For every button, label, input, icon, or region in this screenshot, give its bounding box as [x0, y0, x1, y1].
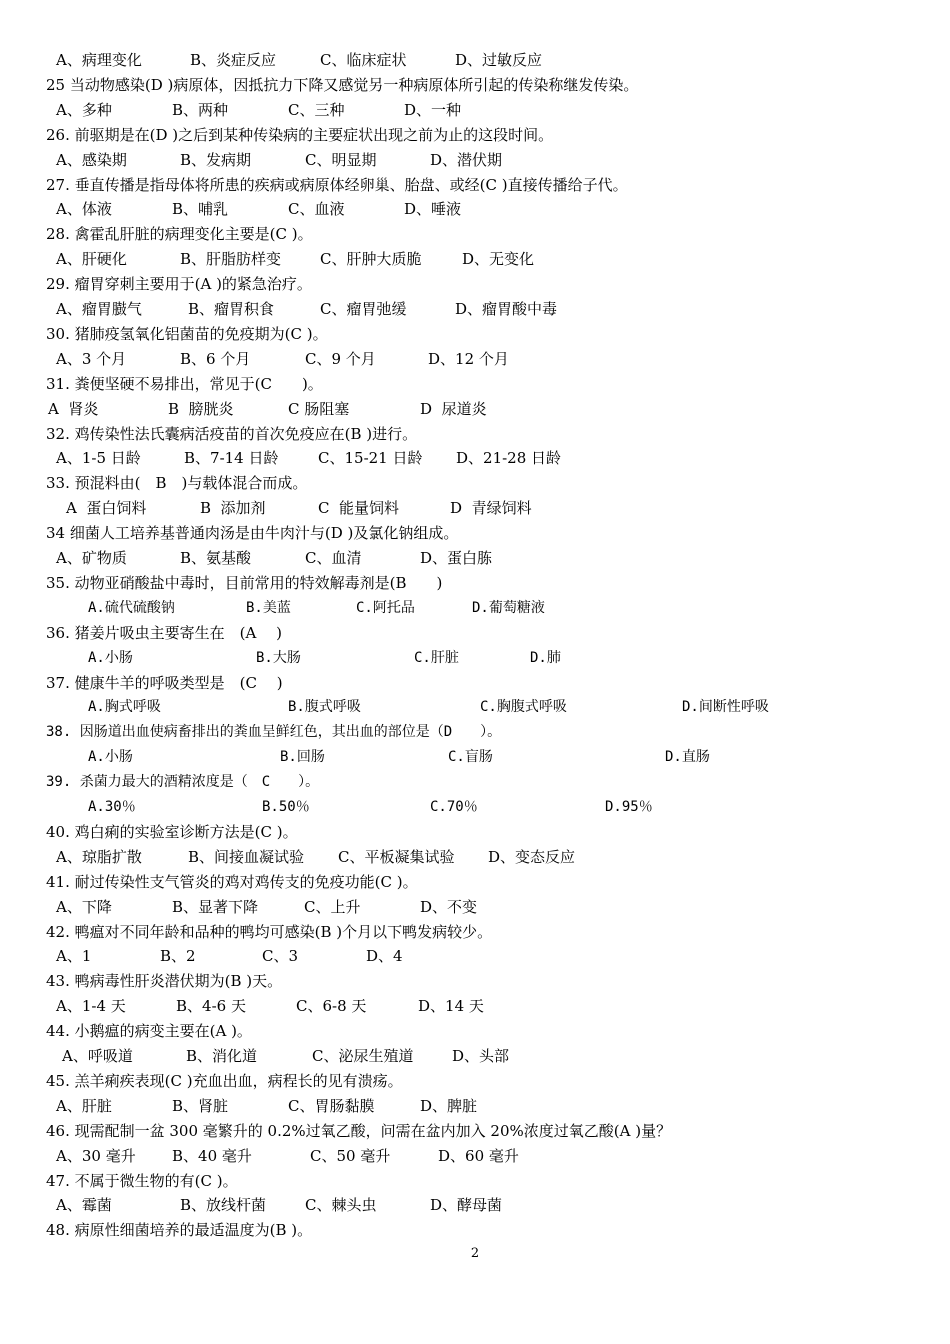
option-b: B 添加剂 — [200, 499, 266, 518]
option-c: C、瘤胃弛缓 — [320, 300, 407, 318]
option-c: C 能量饲料 — [318, 499, 400, 518]
answer-options — [0, 1044, 950, 1069]
answer-options — [0, 446, 950, 471]
option-a: A.硫代硫酸钠 — [88, 599, 175, 616]
option-c: C、肝肿大质脆 — [320, 250, 422, 269]
question-text: 27. 垂直传播是指母体将所患的疾病或病原体经卵巢、胎盘、或经(C )直接传播给子代。 — [46, 175, 628, 194]
option-a: A、矿物质 — [56, 549, 127, 567]
option-a: A、肝硬化 — [56, 250, 127, 269]
option-b: B、6 个月 — [180, 349, 251, 368]
option-d: D.肺 — [530, 649, 561, 666]
option-c: C.胸腹式呼吸 — [480, 699, 567, 716]
option-a: A、30 毫升 — [56, 1146, 136, 1165]
option-d: D、酵母菌 — [430, 1196, 503, 1215]
option-c: C、15-21 日龄 — [318, 449, 423, 468]
question-text: 34 细菌人工培养基普通肉汤是由牛肉汁与(D )及氯化钠组成。 — [46, 524, 459, 543]
option-b: B.大肠 — [256, 649, 301, 666]
option-b: B、间接血凝试验 — [188, 847, 305, 866]
option-a: A、呼吸道 — [62, 1047, 133, 1065]
answer-options — [0, 845, 950, 870]
option-b: B、放线杆菌 — [180, 1196, 267, 1215]
option-d: D、12 个月 — [428, 349, 509, 368]
option-a: A、霉菌 — [56, 1196, 112, 1215]
answer-options — [0, 944, 950, 969]
option-b: B、7-14 日龄 — [184, 449, 279, 468]
option-a: A、下降 — [56, 897, 112, 916]
question-text: 31. 粪便坚硬不易排出，常见于(C )。 — [46, 374, 323, 393]
option-d: D、唾液 — [404, 200, 462, 219]
option-b: B.美蓝 — [246, 599, 291, 616]
question-text: 28. 禽霍乱肝脏的病理变化主要是(C )。 — [46, 225, 313, 244]
option-a: A 蛋白饲料 — [66, 499, 147, 518]
question-text: 41. 耐过传染性支气管炎的鸡对鸡传支的免疫功能(C )。 — [46, 872, 418, 891]
option-c: C、三种 — [288, 100, 345, 119]
question-text: 43. 鸭病毒性肝炎潜伏期为(B )天。 — [46, 972, 283, 991]
option-d: D、潜伏期 — [430, 150, 503, 169]
answer-options — [0, 1144, 950, 1169]
answer-options — [0, 1094, 950, 1119]
option-d: D.间断性呼吸 — [682, 699, 769, 716]
option-d: D.直肠 — [665, 749, 710, 766]
question-text: 29. 瘤胃穿刺主要用于(A )的紧急治疗。 — [46, 275, 312, 294]
answer-options — [0, 596, 950, 621]
answer-options — [0, 1193, 950, 1218]
option-b: B、发病期 — [180, 150, 252, 169]
option-c: C.阿托品 — [356, 599, 415, 616]
answer-options — [0, 297, 950, 322]
option-b: B、40 毫升 — [172, 1146, 252, 1165]
option-c: C、临床症状 — [320, 51, 407, 69]
question-text: 44. 小鹅瘟的病变主要在(A )。 — [46, 1022, 252, 1041]
option-c: C.肝脏 — [414, 649, 459, 666]
option-b: B、氨基酸 — [180, 549, 252, 567]
answer-options — [0, 247, 950, 272]
option-b: B 膀胱炎 — [168, 399, 234, 418]
option-b: B、4-6 天 — [176, 997, 246, 1016]
question-text: 35. 动物亚硝酸盐中毒时，目前常用的特效解毒剂是(B ) — [46, 573, 443, 592]
answer-options — [0, 795, 950, 820]
option-d: D、变态反应 — [488, 847, 576, 866]
option-d: D、无变化 — [462, 250, 535, 269]
option-c: C、3 — [262, 947, 299, 966]
option-d: D、60 毫升 — [438, 1146, 519, 1165]
question-text: 42. 鸭瘟对不同年龄和品种的鸭均可感染(B )个月以下鸭发病较少。 — [46, 922, 493, 941]
option-b: B、哺乳 — [172, 200, 229, 219]
answer-options — [0, 347, 950, 372]
option-d: D、脾脏 — [420, 1096, 478, 1115]
option-c: C、血液 — [288, 200, 345, 219]
option-d: D、4 — [366, 947, 403, 966]
answer-options — [0, 48, 950, 73]
option-d: D.95％ — [605, 799, 653, 815]
option-b: B、肝脂肪样变 — [180, 250, 282, 269]
question-text: 32. 鸡传染性法氏囊病活疫苗的首次免疫应在(B )进行。 — [46, 424, 418, 443]
option-d: D、不变 — [420, 897, 478, 916]
question-text: 40. 鸡白痢的实验室诊断方法是(C )。 — [46, 822, 298, 841]
answer-options — [0, 895, 950, 920]
answer-options — [0, 397, 950, 422]
question-text: 48. 病原性细菌培养的最适温度为(B )。 — [46, 1221, 313, 1240]
option-b: B.50％ — [262, 799, 310, 815]
option-c: C 肠阻塞 — [288, 399, 350, 418]
option-c: C、血清 — [305, 549, 362, 567]
page-number: 2 — [470, 1246, 480, 1261]
question-text: 36. 猪姜片吸虫主要寄生在 (A ) — [46, 623, 282, 642]
option-d: D、14 天 — [418, 997, 484, 1016]
option-d: D、瘤胃酸中毒 — [455, 300, 558, 318]
option-d: D 尿道炎 — [420, 399, 487, 418]
option-a: A.30％ — [88, 799, 136, 815]
option-a: A、瘤胃臌气 — [56, 300, 142, 318]
question-text: 37. 健康牛羊的呼吸类型是 (C ) — [46, 673, 283, 692]
option-d: D.葡萄糖液 — [472, 599, 545, 616]
option-c: C.70％ — [430, 799, 478, 815]
option-d: D、蛋白胨 — [420, 549, 493, 567]
option-a: A、1 — [56, 947, 92, 966]
option-b: B、炎症反应 — [190, 51, 277, 69]
option-b: B、2 — [160, 947, 196, 966]
answer-options — [0, 148, 950, 173]
option-c: C.盲肠 — [448, 749, 493, 766]
option-a: A、1-4 天 — [56, 997, 126, 1016]
option-c: C、50 毫升 — [310, 1146, 391, 1165]
option-c: C、泌尿生殖道 — [312, 1047, 414, 1065]
option-c: C、6-8 天 — [296, 997, 367, 1016]
option-a: A、多种 — [56, 100, 112, 119]
answer-options — [0, 646, 950, 671]
option-b: B、消化道 — [186, 1047, 258, 1065]
option-d: D、过敏反应 — [455, 51, 543, 69]
option-a: A 肾炎 — [48, 399, 99, 418]
option-c: C、上升 — [304, 897, 361, 916]
question-text: 33. 预混料由( B )与载体混合而成。 — [46, 474, 308, 493]
option-b: B、显著下降 — [172, 897, 259, 916]
option-a: A、琼脂扩散 — [56, 847, 142, 866]
option-d: D 青绿饲料 — [450, 499, 532, 518]
option-b: B、瘤胃积食 — [188, 300, 275, 318]
option-a: A、体液 — [56, 200, 112, 219]
answer-options — [0, 695, 950, 720]
option-d: D、头部 — [452, 1047, 510, 1065]
option-a: A、肝脏 — [56, 1096, 112, 1115]
question-text: 45. 羔羊痢疾表现(C )充血出血，病程长的见有溃疡。 — [46, 1071, 403, 1090]
option-a: A、1-5 日龄 — [56, 449, 141, 468]
question-text: 26. 前驱期是在(D )之后到某种传染病的主要症状出现之前为止的这段时间。 — [46, 125, 554, 144]
option-a: A.胸式呼吸 — [88, 699, 161, 716]
option-c: C、棘头虫 — [305, 1196, 377, 1215]
option-a: A、病理变化 — [56, 51, 142, 69]
option-d: D、一种 — [404, 100, 462, 119]
answer-options — [0, 197, 950, 222]
option-a: A.小肠 — [88, 649, 133, 666]
option-c: C、平板凝集试验 — [338, 847, 455, 866]
option-b: B.回肠 — [280, 749, 325, 766]
answer-options — [0, 496, 950, 521]
option-b: B、肾脏 — [172, 1096, 229, 1115]
answer-options — [0, 745, 950, 770]
answer-options — [0, 98, 950, 123]
question-text: 30. 猪肺疫氢氧化铝菌苗的免疫期为(C )。 — [46, 324, 328, 343]
question-text: 38. 因肠道出血使病畜排出的粪血呈鲜红色，其出血的部位是（D ）。 — [46, 724, 502, 741]
option-a: A、感染期 — [56, 150, 127, 169]
option-d: D、21-28 日龄 — [456, 449, 562, 468]
question-text: 39. 杀菌力最大的酒精浓度是（ C ）。 — [46, 774, 320, 791]
option-c: C、明显期 — [305, 150, 377, 169]
question-text: 25 当动物感染(D )病原体，因抵抗力下降又感觉另一种病原体所引起的传染称继发传染。 — [46, 75, 639, 94]
option-a: A.小肠 — [88, 749, 133, 766]
option-c: C、胃肠黏膜 — [288, 1096, 375, 1115]
question-text: 47. 不属于微生物的有(C )。 — [46, 1171, 238, 1190]
question-text: 46. 现需配制一盆 300 毫繁升的 0.2%过氧乙酸，问需在盆内加入 20%浓度过氧乙酸(A )量？ — [46, 1121, 672, 1140]
option-b: B、两种 — [172, 100, 229, 119]
option-c: C、9 个月 — [305, 349, 376, 368]
answer-options — [0, 546, 950, 571]
option-b: B.腹式呼吸 — [288, 699, 361, 716]
answer-options — [0, 994, 950, 1019]
option-a: A、3 个月 — [56, 349, 127, 368]
